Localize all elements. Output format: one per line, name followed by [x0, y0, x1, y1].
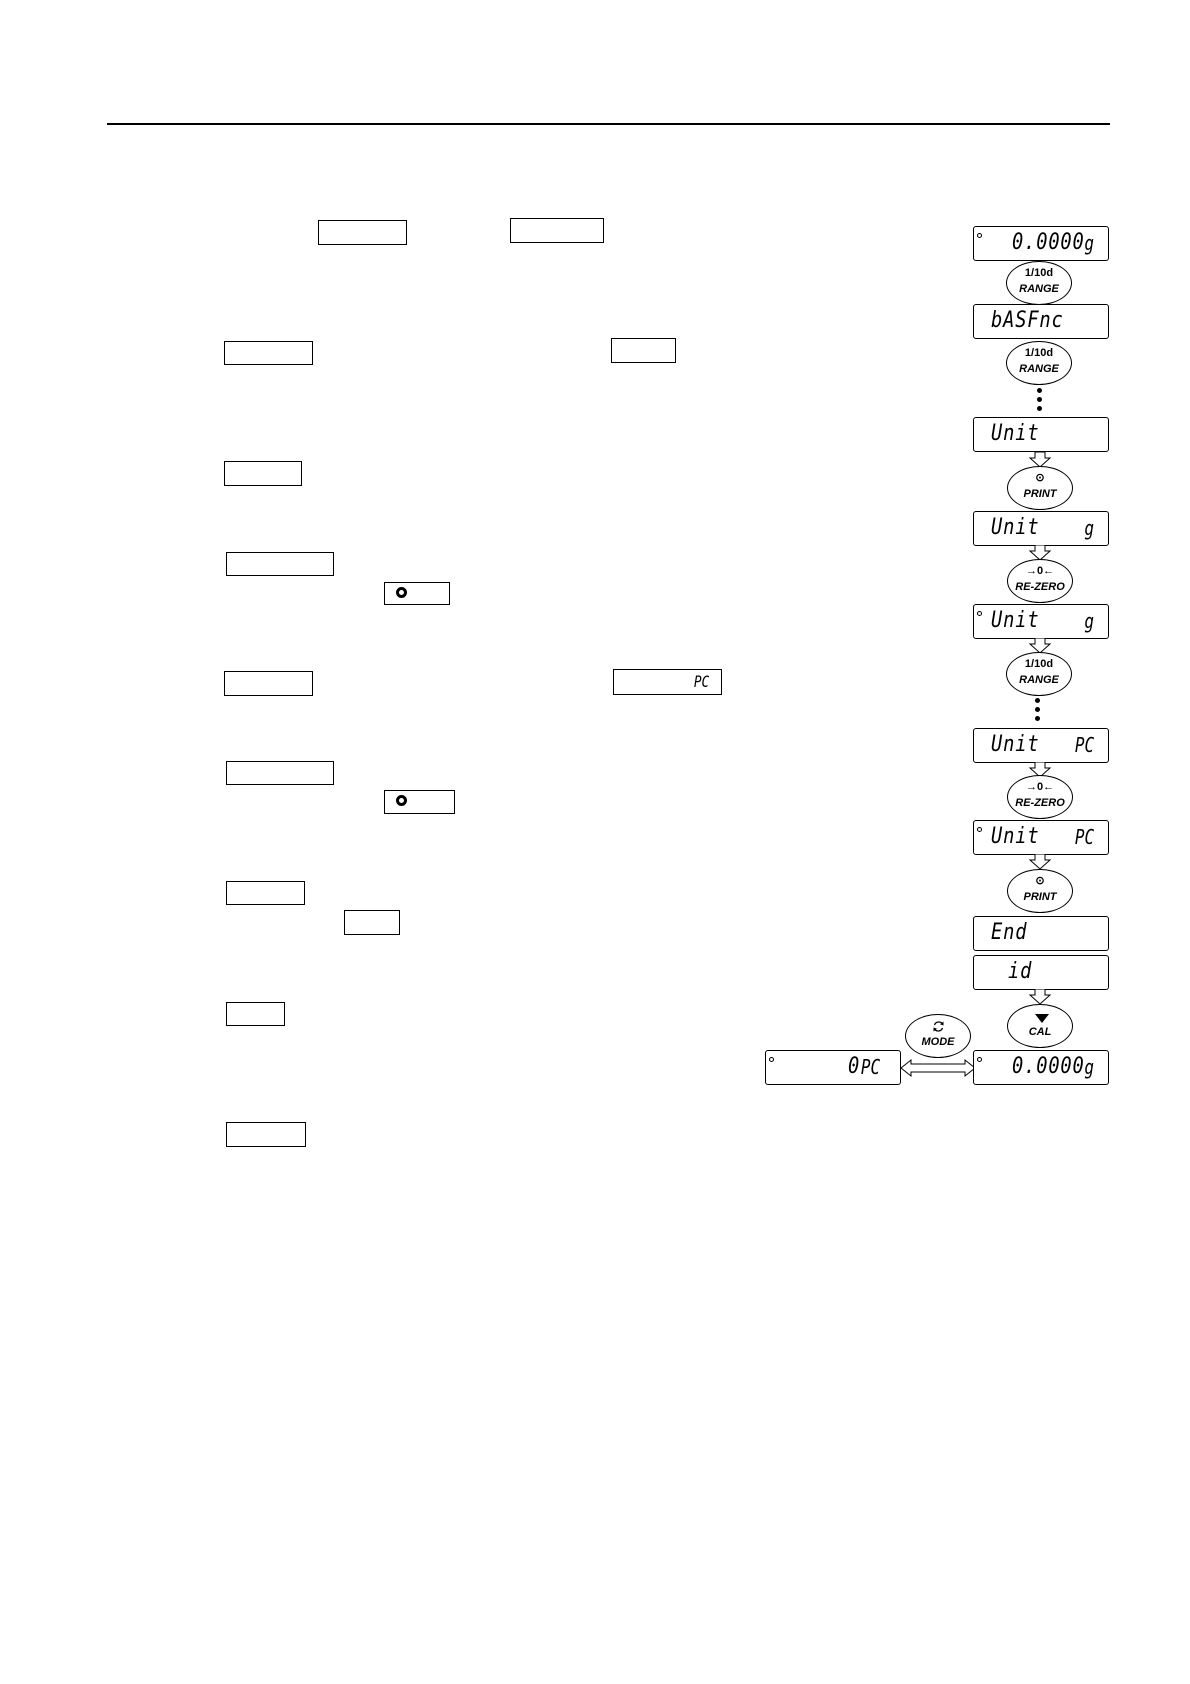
cal-button[interactable]: CAL [1007, 1004, 1073, 1048]
double-arrow-icon [900, 1058, 976, 1078]
stable-indicator [977, 611, 982, 616]
pc-unit-text: PC [693, 672, 709, 691]
key-box [226, 552, 334, 576]
key-box [226, 1122, 306, 1147]
key-box-stable-mark [384, 790, 455, 814]
key-box [344, 910, 400, 935]
key-box [226, 881, 305, 905]
rezero-button[interactable]: →0← RE-ZERO [1007, 559, 1073, 603]
continuation-dots [1035, 698, 1041, 725]
stable-indicator [977, 233, 982, 238]
stable-mark-icon [396, 795, 407, 806]
range-button[interactable]: 1/10d RANGE [1006, 261, 1072, 305]
key-box [510, 218, 604, 243]
continuation-dots [1037, 388, 1043, 415]
balance-display: Unit g [973, 604, 1109, 639]
down-arrow-icon [1028, 854, 1052, 870]
balance-display: 0.0000 g [973, 226, 1109, 261]
stable-indicator [977, 827, 982, 832]
stable-mark-icon [396, 587, 407, 598]
key-box [224, 341, 313, 365]
key-box [318, 220, 407, 245]
balance-display: 0.0000 g [973, 1050, 1109, 1085]
balance-display: 0 PC [765, 1050, 901, 1085]
key-box [226, 1002, 285, 1026]
balance-display: Unit PC [973, 728, 1109, 763]
balance-display: id [973, 955, 1109, 990]
print-button[interactable]: ⊙ PRINT [1007, 869, 1073, 913]
key-box-pc [613, 669, 722, 695]
key-box-stable-mark [384, 582, 450, 605]
stable-indicator [769, 1057, 774, 1062]
mode-button[interactable]: MODE [905, 1014, 971, 1058]
key-box [224, 461, 302, 486]
rezero-button[interactable]: →0← RE-ZERO [1007, 775, 1073, 819]
balance-display: End [973, 916, 1109, 951]
balance-display: Unit g [973, 511, 1109, 546]
balance-display: Unit [973, 417, 1109, 452]
stable-indicator [977, 1057, 982, 1062]
key-box [224, 671, 313, 696]
range-button[interactable]: 1/10d RANGE [1006, 341, 1072, 385]
mode-cycle-icon [932, 1020, 945, 1033]
header-rule [107, 123, 1110, 125]
balance-display: Unit PC [973, 820, 1109, 855]
balance-display: bASFnc [973, 304, 1109, 339]
key-box [226, 761, 334, 785]
cal-triangle-icon [1035, 1014, 1049, 1023]
key-box [611, 338, 676, 363]
down-arrow-icon [1028, 989, 1052, 1005]
range-button[interactable]: 1/10d RANGE [1006, 652, 1072, 696]
print-button[interactable]: ⊙ PRINT [1007, 466, 1073, 510]
